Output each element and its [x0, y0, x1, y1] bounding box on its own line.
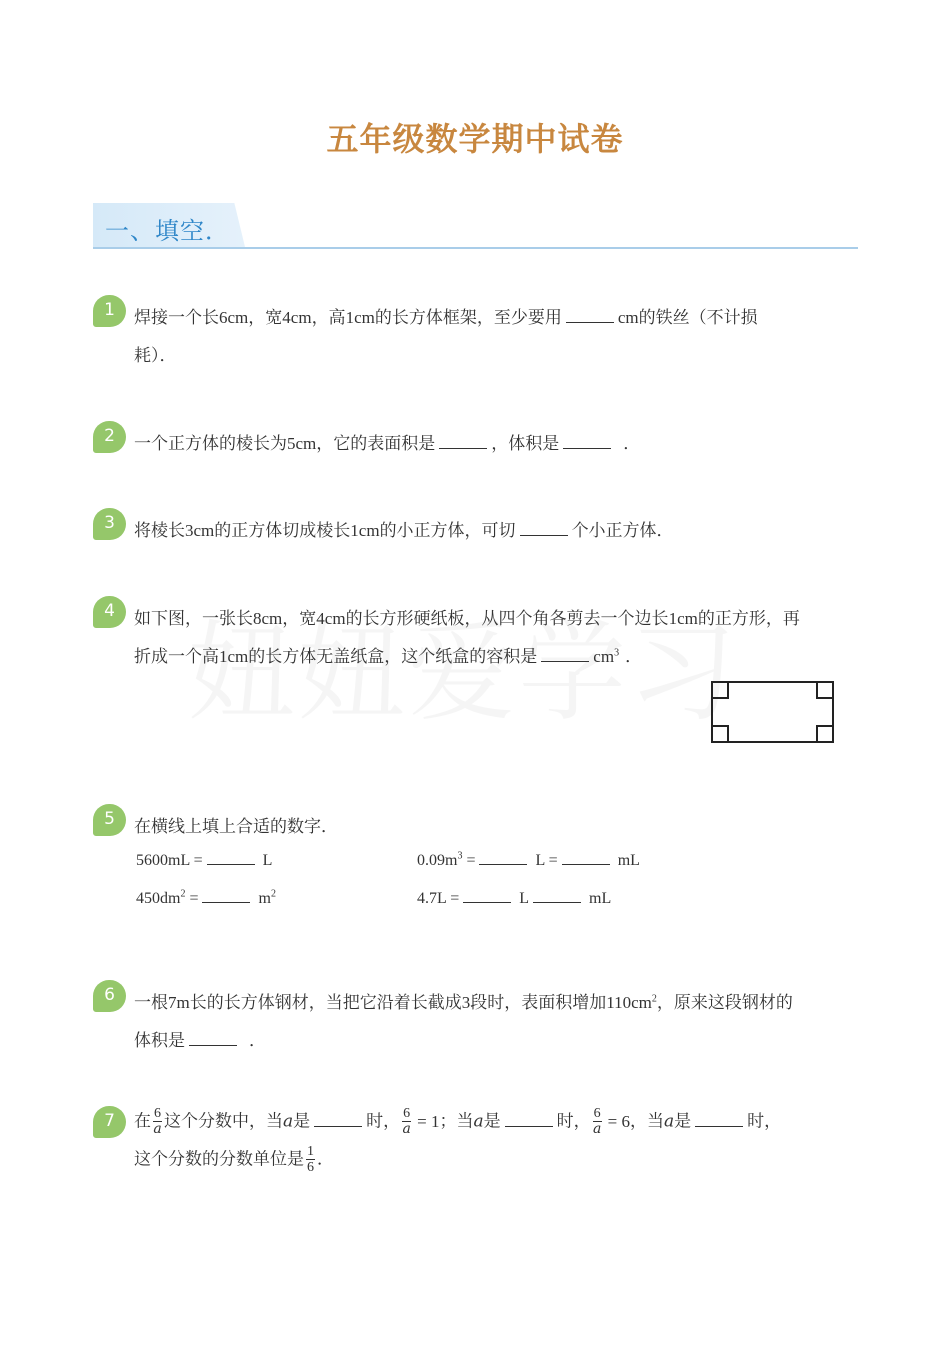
fraction-numerator: 6	[593, 1106, 601, 1121]
q7-text: 时，	[747, 1111, 782, 1132]
question-number-7: 7	[93, 1106, 126, 1138]
question-6-line-1	[134, 988, 793, 1013]
answer-blank[interactable]	[533, 901, 581, 903]
answer-blank[interactable]	[562, 863, 610, 865]
question-number-2: 2	[93, 421, 126, 453]
q4-length: 8cm	[253, 609, 283, 628]
question-4-line-2	[134, 642, 642, 667]
answer-blank[interactable]	[695, 1125, 743, 1127]
question-number-1: 1	[93, 295, 126, 327]
fraction	[402, 1106, 411, 1137]
question-1-line-2: 耗）．	[134, 346, 177, 366]
q4-text: 的长方体无盖纸盒，这个纸盒的容积是	[248, 647, 538, 667]
item-unit: m	[258, 890, 271, 907]
q1-unit: cm	[617, 308, 639, 327]
item-exponent: 2	[270, 888, 276, 900]
q2-text: ，它的表面积是	[316, 434, 436, 454]
item-left: 450dm	[136, 890, 181, 907]
fraction	[593, 1106, 602, 1137]
section-label: 一、填空．	[105, 217, 230, 245]
question-7-line-1	[134, 1106, 781, 1137]
q4-square-side: 1cm	[668, 609, 698, 628]
q1-text: ，宽	[248, 308, 283, 328]
fraction-numerator: 1	[307, 1144, 314, 1159]
question-6-line-2	[134, 1026, 266, 1051]
item-unit: mL	[589, 890, 612, 907]
item-unit: L	[535, 852, 545, 869]
cardboard-diagram	[711, 681, 834, 743]
item-left: 0.09m	[417, 852, 458, 869]
fraction-numerator: 6	[154, 1106, 161, 1121]
q3-small-edge: 1cm	[350, 521, 380, 540]
q7-text: 在	[134, 1111, 151, 1132]
answer-blank[interactable]	[563, 447, 611, 449]
q6-area: 110cm	[606, 993, 652, 1012]
fraction-denominator: a	[402, 1121, 411, 1137]
question-number-6: 6	[93, 980, 126, 1012]
q7-text: ，当	[629, 1111, 664, 1132]
unit-fraction	[306, 1144, 315, 1175]
question-3-line-1	[134, 516, 674, 541]
q3-text: 的正方体切成棱长	[214, 521, 351, 541]
q6-text: 段时，表面积增加	[470, 993, 607, 1013]
conversion-item-2	[417, 852, 640, 870]
section-header	[93, 203, 858, 251]
cut-corner-square	[713, 683, 729, 699]
cut-corner-square	[816, 683, 832, 699]
q4-text: ．	[625, 647, 643, 667]
q4-width: 4cm	[316, 609, 346, 628]
fraction	[153, 1106, 162, 1137]
question-2-line-1	[134, 429, 640, 454]
cut-corner-square	[816, 725, 832, 741]
question-1-line-1	[134, 303, 758, 328]
item-left: 4.7L	[417, 890, 447, 907]
question-4-line-1	[134, 604, 800, 629]
q1-text: 焊接一个长	[134, 308, 219, 328]
q6-text: 一根	[134, 993, 168, 1013]
q3-text: 个小正方体．	[571, 521, 674, 541]
q4-height: 1cm	[219, 647, 249, 666]
q1-width: 4cm	[282, 308, 312, 327]
answer-blank[interactable]	[505, 1125, 553, 1127]
q4-unit: cm	[593, 647, 615, 666]
answer-blank[interactable]	[520, 534, 568, 536]
answer-blank[interactable]	[207, 863, 255, 865]
equals-sign: =	[189, 890, 199, 907]
variable-a: a	[663, 1111, 675, 1132]
q1-text: ，高	[311, 308, 346, 328]
question-number-3: 3	[93, 508, 126, 540]
q4-unit-exponent: 3	[614, 647, 620, 659]
q2-edge-length: 5cm	[287, 434, 317, 453]
question-7-line-2	[134, 1144, 334, 1175]
equals-sign: =	[548, 852, 558, 869]
q1-text: 的长方体框架，至少要用	[374, 308, 562, 328]
question-5-line-1: 在横线上填上合适的数字．	[134, 817, 338, 837]
q2-text: ，体积是	[491, 434, 560, 454]
q6-area-exponent: 2	[651, 993, 657, 1005]
q4-text: 折成一个高	[134, 647, 219, 667]
equals-sign: =	[450, 890, 460, 907]
q7-text: 是	[293, 1111, 311, 1132]
q1-height: 1cm	[345, 308, 375, 327]
q6-text: ．	[249, 1031, 266, 1051]
equals-sign: =	[193, 852, 203, 869]
q1-length: 6cm	[219, 308, 249, 327]
question-number-5: 5	[93, 804, 126, 836]
item-unit: L	[262, 852, 273, 869]
item-unit: mL	[617, 852, 640, 869]
answer-blank[interactable]	[439, 447, 487, 449]
section-header-underline	[93, 247, 858, 249]
cut-corner-square	[713, 725, 729, 741]
answer-blank[interactable]	[314, 1125, 362, 1127]
fraction-denominator: 6	[307, 1160, 314, 1175]
fraction-denominator: a	[153, 1121, 162, 1137]
q4-text: 的正方形，再	[697, 609, 800, 629]
q7-text: 时，	[366, 1111, 401, 1132]
q4-text: 的长方形硬纸板，从四个角各剪去一个边长	[345, 609, 669, 629]
conversion-item-3	[136, 890, 276, 908]
q6-text: 长的长方体钢材，当把它沿着长截成	[189, 993, 462, 1013]
item-left: 5600mL	[136, 852, 190, 869]
equation-rhs: = 6	[607, 1111, 630, 1131]
q7-text: 是	[674, 1111, 692, 1132]
answer-blank[interactable]	[479, 863, 527, 865]
fraction-denominator: a	[592, 1121, 602, 1137]
q7-text: 时，	[556, 1111, 591, 1132]
q3-text: 将棱长	[134, 521, 185, 541]
q6-text: 体积是	[134, 1031, 185, 1051]
answer-blank[interactable]	[463, 901, 511, 903]
page-title: 五年级数学期中试卷	[326, 120, 624, 158]
conversion-item-1	[136, 852, 272, 870]
answer-blank[interactable]	[541, 660, 589, 662]
q6-length: 7m	[168, 993, 190, 1012]
item-unit: L	[519, 890, 529, 907]
variable-a: a	[473, 1111, 484, 1132]
answer-blank[interactable]	[189, 1044, 237, 1046]
q1-text: 的铁丝（不计损	[638, 308, 758, 328]
q2-text: ．	[623, 434, 641, 454]
item-exponent: 2	[180, 888, 186, 900]
variable-a: a	[283, 1111, 294, 1132]
equation-rhs: = 1	[417, 1111, 440, 1131]
q7-text: ．	[317, 1149, 334, 1170]
item-exponent: 3	[457, 850, 463, 862]
answer-blank[interactable]	[202, 901, 250, 903]
question-number-4: 4	[93, 596, 126, 628]
answer-blank[interactable]	[566, 321, 614, 323]
q7-text: ；当	[439, 1111, 474, 1132]
q7-text: 这个分数中，当	[164, 1111, 283, 1132]
q3-text: 的小正方体，可切	[379, 521, 516, 541]
conversion-item-4	[417, 890, 611, 908]
equals-sign: =	[466, 852, 476, 869]
q4-text: 如下图，一张长	[134, 609, 253, 629]
q2-text: 一个正方体的棱长为	[134, 434, 287, 454]
q7-text: 是	[483, 1111, 501, 1132]
q7-text: 这个分数的分数单位是	[134, 1149, 304, 1170]
q6-text: ，原来这段钢材的	[656, 993, 793, 1013]
q3-edge-length: 3cm	[185, 521, 215, 540]
q4-text: ，宽	[282, 609, 317, 629]
q6-pieces: 3	[461, 993, 471, 1012]
fraction-numerator: 6	[403, 1106, 411, 1121]
